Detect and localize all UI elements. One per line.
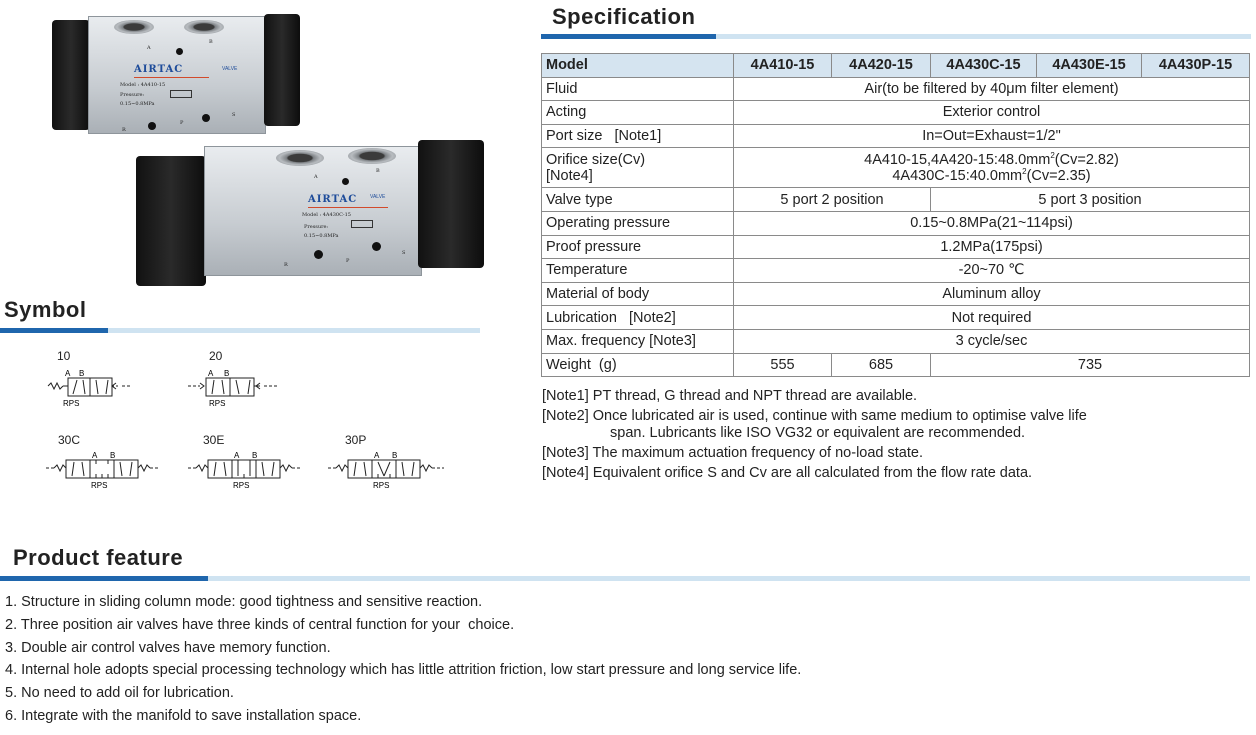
specification-table [541, 53, 1250, 377]
valve-text: VALVE [370, 194, 386, 200]
mini-symbol-icon [170, 90, 192, 98]
port-a-thread [114, 20, 154, 34]
model-4a410-15: 4A410-15 [734, 54, 832, 78]
port-b-label: B [376, 168, 380, 174]
orifice-label-line2: [Note4] [546, 167, 593, 184]
valve-type-label: Valve type [542, 188, 734, 212]
orifice-value [734, 148, 1250, 188]
port-r-label: R [284, 262, 288, 268]
note-4 [542, 463, 1242, 483]
valve-end-cap-right [418, 140, 484, 268]
proof-pressure-label: Proof pressure [542, 235, 734, 259]
table-row-lubrication [542, 306, 1250, 330]
material-label: Material of body [542, 282, 734, 306]
note-tag: [Note2] [542, 408, 589, 424]
brand-logo: AIRTAC [308, 194, 358, 205]
valve-end-cap-left [52, 20, 90, 130]
table-row-acting [542, 101, 1250, 125]
pressure-value: 0.15~0.8MPa [304, 233, 339, 239]
symbol-10-diagram [46, 366, 136, 410]
symbol-port-a: A [65, 369, 71, 378]
list-item: 1. Structure in sliding column mode: good tightness and sensitive reaction. [5, 594, 483, 610]
symbol-label-30c: 30C [58, 433, 81, 447]
orifice-line2-a: 4A430C-15:40.0mm [892, 167, 1023, 184]
pilot-hole [176, 48, 183, 55]
list-item: 2. Three position air valves have three kinds of central function for your choice. [5, 616, 515, 633]
mini-symbol-icon [351, 220, 373, 228]
operating-pressure-label: Operating pressure [542, 211, 734, 235]
weight-4a420: 685 [832, 353, 931, 377]
note-tag: [Note4] [542, 465, 589, 481]
port-p-label: P [180, 120, 184, 126]
symbol-port-b: B [224, 369, 230, 378]
operating-pressure-value: 0.15~0.8MPa(21~114psi) [734, 211, 1250, 235]
symbol-label-30e: 30E [203, 433, 225, 447]
list-item: 5. No need to add oil for lubrication. [5, 685, 234, 702]
valve-end-cap-right [264, 14, 300, 126]
port-size-value: In=Out=Exhaust=1/2" [734, 124, 1250, 148]
product-feature-title: Product feature [13, 545, 184, 570]
material-value: Aluminum alloy [734, 282, 1250, 306]
symbol-label-10: 10 [57, 349, 71, 363]
port-r-hole [148, 122, 156, 130]
valve-type-2-position: 5 port 2 position [734, 188, 931, 212]
symbol-port-b: B [392, 451, 398, 460]
specification-title: Specification [552, 4, 696, 29]
pressure-value: 0.15~0.8MPa [120, 101, 155, 107]
note-1 [542, 386, 1242, 406]
table-row-valve-type [542, 188, 1250, 212]
port-a-label: A [314, 174, 318, 180]
list-item: 3. Double air control valves have memory function. [5, 639, 331, 656]
symbol-rule [0, 328, 480, 333]
table-row-fluid [542, 77, 1250, 101]
port-s-hole [202, 114, 210, 122]
table-row-port-size [542, 124, 1250, 148]
model-text: Model : 4A410-15 [120, 82, 166, 88]
specification-notes [542, 386, 1242, 483]
model-text: Model : 4A430C-15 [302, 212, 351, 218]
port-a-label: A [147, 45, 151, 51]
symbol-title: Symbol [4, 297, 87, 322]
pressure-text: Pressure: [120, 92, 145, 98]
table-row-weight [542, 353, 1250, 377]
port-b-label: B [209, 39, 213, 45]
orifice-label [542, 148, 734, 188]
symbol-port-rps: RPS [233, 481, 250, 490]
weight-4a410: 555 [734, 353, 832, 377]
model-4a430c-15: 4A430C-15 [931, 54, 1037, 78]
valve-photo-3-position [136, 138, 486, 288]
note-text: PT thread, G thread and NPT thread are available. [592, 388, 918, 404]
port-b-thread [184, 20, 224, 34]
note-text: The maximum actuation frequency of no-load state. [592, 445, 923, 461]
note-tag: [Note3] [542, 445, 589, 461]
orifice-label-line1: Orifice size(Cv) [546, 151, 646, 168]
fluid-label: Fluid [542, 77, 734, 101]
specification-rule [541, 34, 1251, 39]
valve-photo-2-position [52, 12, 302, 142]
orifice-line2-b: (Cv=2.35) [1026, 167, 1091, 184]
valve-body [88, 16, 266, 134]
lubrication-label: Lubrication [Note2] [542, 306, 734, 330]
list-item: 6. Integrate with the manifold to save installation space. [5, 707, 362, 724]
orifice-line2-sup: 2 [1022, 167, 1027, 177]
note-text: Equivalent orifice S and Cv are all calculated from the flow rate data. [592, 465, 1033, 481]
symbol-port-a: A [374, 451, 380, 460]
port-s-label: S [232, 112, 236, 118]
symbol-port-rps: RPS [373, 481, 390, 490]
note-text: Once lubricated air is used, continue with same medium to optimise valve life [592, 408, 1087, 424]
table-row-frequency [542, 329, 1250, 353]
symbol-label-30p: 30P [345, 433, 367, 447]
acting-label: Acting [542, 101, 734, 125]
list-item: 4. Internal hole adopts special processing technology which has little attrition friction, low start pressure and long service life. [5, 662, 802, 679]
frequency-label: Max. frequency [Note3] [542, 329, 734, 353]
symbol-port-b: B [252, 451, 258, 460]
acting-value: Exterior control [734, 101, 1250, 125]
note-tag: [Note1] [542, 388, 589, 404]
weight-4a430: 735 [931, 353, 1250, 377]
port-p-label: P [346, 258, 350, 264]
model-4a430p-15: 4A430P-15 [1142, 54, 1250, 78]
model-4a430e-15: 4A430E-15 [1037, 54, 1142, 78]
symbol-label-20: 20 [209, 349, 223, 363]
note-2 [542, 406, 1242, 443]
port-s-hole [372, 242, 381, 251]
orifice-line1-b: (Cv=2.82) [1054, 151, 1119, 168]
port-r-hole [314, 250, 323, 259]
symbol-port-a: A [234, 451, 240, 460]
symbol-30e-diagram [186, 448, 306, 492]
port-s-label: S [402, 250, 406, 256]
brand-underline [308, 207, 388, 208]
table-row-model [542, 54, 1250, 78]
table-row-material [542, 282, 1250, 306]
symbol-port-b: B [79, 369, 85, 378]
symbol-port-a: A [92, 451, 98, 460]
note-text-continued: span. Lubricants like ISO VG32 or equivalent are recommended. [610, 425, 1026, 441]
orifice-line1-sup: 2 [1050, 151, 1055, 161]
brand-underline [134, 77, 209, 78]
temperature-value: -20~70 ℃ [734, 259, 1250, 283]
frequency-value: 3 cycle/sec [734, 329, 1250, 353]
port-r-label: R [122, 127, 126, 133]
port-size-label: Port size [Note1] [542, 124, 734, 148]
symbol-port-rps: RPS [63, 399, 80, 408]
symbol-port-b: B [110, 451, 116, 460]
table-row-orifice [542, 148, 1250, 188]
table-row-operating-pressure [542, 211, 1250, 235]
weight-label: Weight (g) [542, 353, 734, 377]
note-3 [542, 443, 1242, 463]
product-feature-rule [0, 576, 1250, 581]
fluid-value: Air(to be filtered by 40μm filter element) [734, 77, 1250, 101]
pilot-hole [342, 178, 349, 185]
symbol-port-rps: RPS [209, 399, 226, 408]
model-4a420-15: 4A420-15 [832, 54, 931, 78]
brand-logo: AIRTAC [134, 64, 184, 75]
orifice-line1-a: 4A410-15,4A420-15:48.0mm [864, 151, 1051, 168]
port-a-thread [276, 150, 324, 166]
temperature-label: Temperature [542, 259, 734, 283]
pressure-text: Pressure: [304, 224, 329, 230]
symbol-port-rps: RPS [91, 481, 108, 490]
valve-text: VALVE [222, 66, 238, 72]
valve-type-3-position: 5 port 3 position [931, 188, 1250, 212]
table-row-proof-pressure [542, 235, 1250, 259]
symbol-20-diagram [186, 366, 286, 410]
port-b-thread [348, 148, 396, 164]
valve-body [204, 146, 422, 276]
valve-end-cap-left [136, 156, 206, 286]
proof-pressure-value: 1.2MPa(175psi) [734, 235, 1250, 259]
table-row-temperature [542, 259, 1250, 283]
feature-list [5, 591, 801, 728]
symbol-30c-diagram [44, 448, 164, 492]
lubrication-value: Not required [734, 306, 1250, 330]
symbol-30p-diagram [326, 448, 450, 492]
model-label: Model [542, 54, 734, 78]
symbol-port-a: A [208, 369, 214, 378]
